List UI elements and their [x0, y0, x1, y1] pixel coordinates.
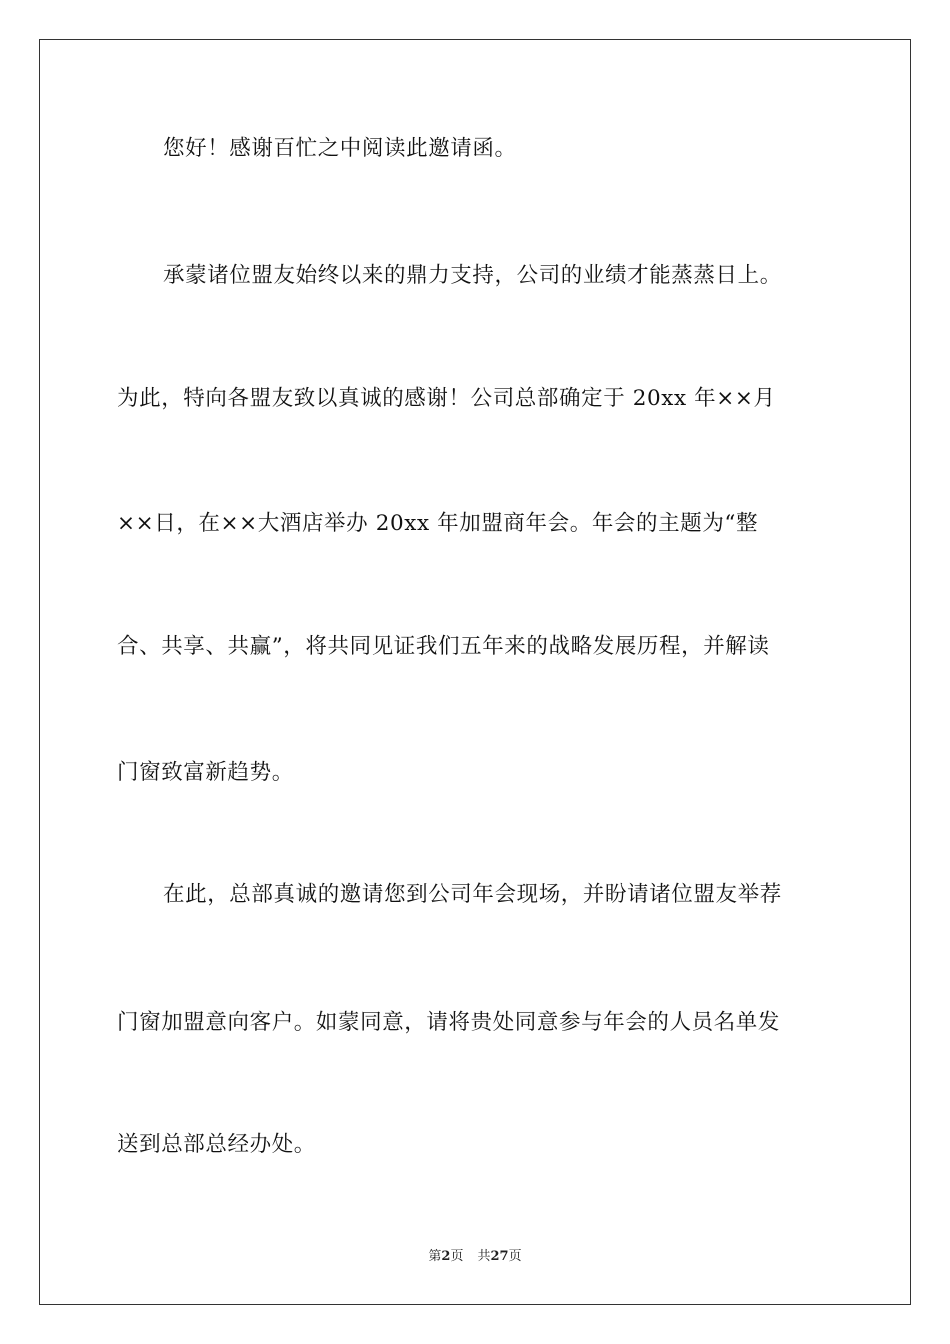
page-footer: [0, 1248, 950, 1266]
body-line-6: 门窗致富新趋势。: [117, 760, 294, 785]
body-line-4: ××日，在××大酒店举办 20xx 年加盟商年会。年会的主题为“整: [117, 511, 759, 536]
total-prefix: 共: [477, 1249, 491, 1264]
page-prefix: 第: [428, 1249, 442, 1264]
body-line-2: 承蒙诸位盟友始终以来的鼎力支持，公司的业绩才能蒸蒸日上。: [163, 263, 782, 288]
total-pages: 27: [490, 1249, 509, 1264]
body-line-8: 门窗加盟意向客户。如蒙同意，请将贵处同意参与年会的人员名单发: [117, 1010, 781, 1035]
body-line-5: 合、共享、共赢”，将共同见证我们五年来的战略发展历程，并解读: [117, 634, 770, 659]
page-suffix: 页: [450, 1249, 464, 1264]
total-suffix: 页: [508, 1249, 522, 1264]
body-line-3: 为此，特向各盟友致以真诚的感谢！公司总部确定于 20xx 年××月: [117, 386, 776, 411]
body-line-9: 送到总部总经办处。: [117, 1132, 316, 1157]
page-number: 2: [441, 1249, 451, 1264]
body-line-1: 您好！感谢百忙之中阅读此邀请函。: [163, 136, 517, 161]
page-border: [39, 39, 911, 1305]
body-line-7: 在此，总部真诚的邀请您到公司年会现场，并盼请诸位盟友举荐: [163, 882, 782, 907]
